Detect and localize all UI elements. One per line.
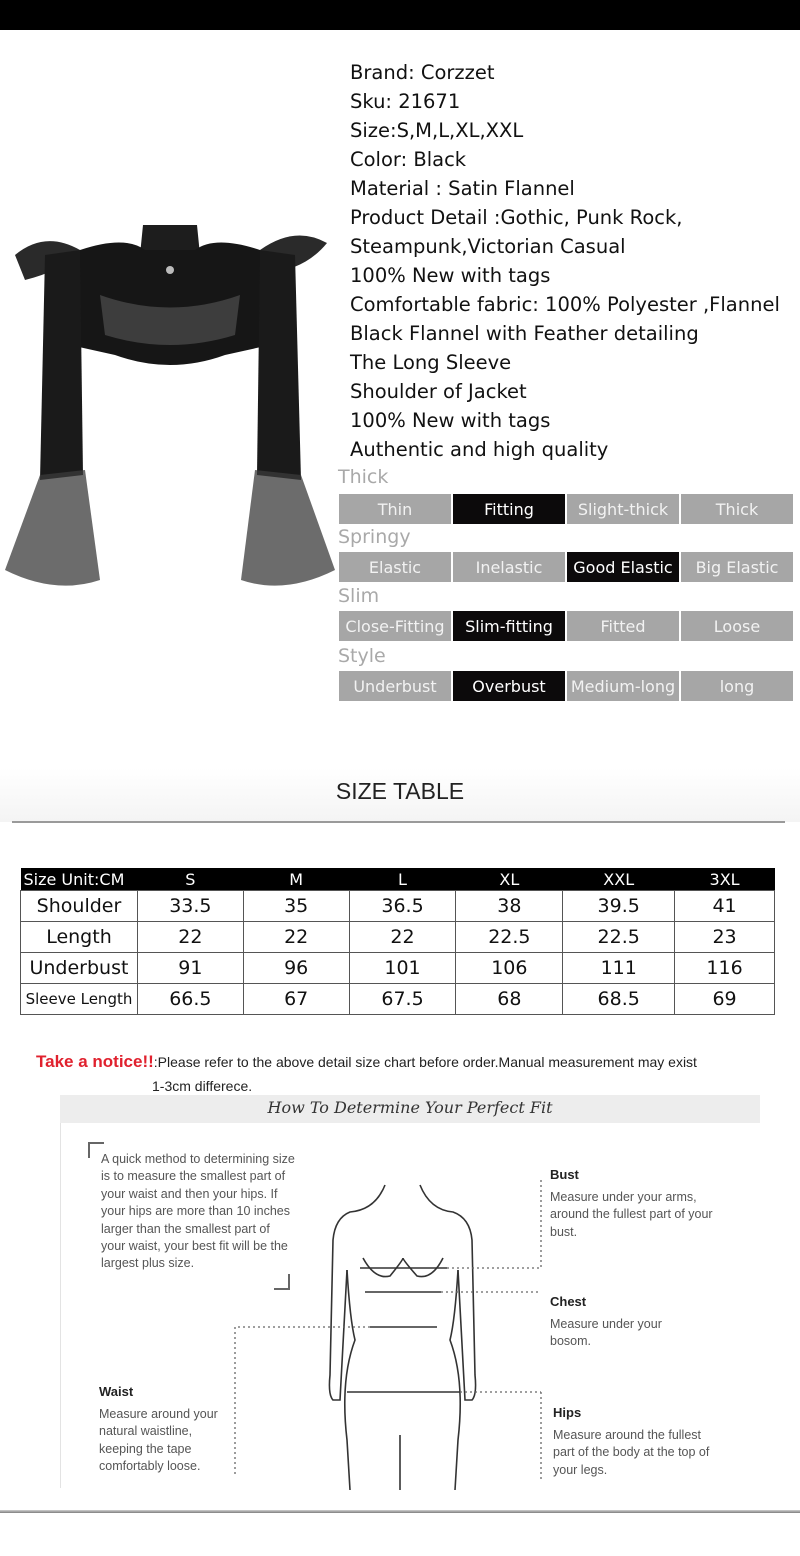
detail-sku: Sku: 21671 <box>350 90 461 113</box>
row-label: Underbust <box>21 953 138 984</box>
table-cell: 111 <box>563 953 675 984</box>
attr-title-style: Style <box>338 645 386 667</box>
waist-desc: Measure around your natural waistline, keeping the tape comfortably loose. <box>99 1407 218 1474</box>
bust-title: Bust <box>550 1167 579 1182</box>
bottom-divider <box>0 1510 800 1513</box>
table-row <box>21 984 775 1015</box>
hips-title: Hips <box>553 1405 582 1420</box>
chip-close-fitting[interactable]: Close-Fitting <box>339 611 451 641</box>
chip-medium-long[interactable]: Medium-long <box>567 671 679 701</box>
table-cell: 33.5 <box>137 891 243 922</box>
chip-slim-fitting[interactable]: Slim-fitting <box>453 611 565 641</box>
chip-underbust[interactable]: Underbust <box>339 671 451 701</box>
size-notice <box>36 1050 776 1098</box>
product-details <box>350 58 795 464</box>
table-cell: 22.5 <box>456 922 563 953</box>
table-cell: 67 <box>243 984 349 1015</box>
quick-tip: A quick method to determining size is to measure the smallest part of your waist and then your hips. If your hips are more than 10 inches larger than the smallest part of your waist, your best fit will be the largest plus size. <box>101 1152 295 1271</box>
notice-lead: Take a notice!! <box>36 1052 154 1071</box>
detail-feather: Black Flannel with Feather detailing <box>350 322 699 345</box>
table-cell: 116 <box>675 953 775 984</box>
header-size-unit: Size Unit:CM <box>21 868 138 891</box>
chip-inelastic[interactable]: Inelastic <box>453 552 565 582</box>
detail-material: Material : Satin Flannel <box>350 177 575 200</box>
header-xxl: XXL <box>563 868 675 891</box>
waist-title: Waist <box>99 1384 134 1399</box>
table-row <box>21 922 775 953</box>
header-3xl: 3XL <box>675 868 775 891</box>
fit-guide-title: How To Determine Your Perfect Fit <box>267 1098 553 1117</box>
table-cell: 68 <box>456 984 563 1015</box>
table-cell: 22 <box>137 922 243 953</box>
attr-title-slim: Slim <box>338 585 380 607</box>
chest-desc: Measure under your bosom. <box>550 1317 662 1349</box>
table-cell: 39.5 <box>563 891 675 922</box>
notice-text: :Please refer to the above detail size chart before order.Manual measurement may exist <box>153 1054 697 1070</box>
attr-title-springy: Springy <box>338 526 411 548</box>
attr-title-thick: Thick <box>338 466 389 488</box>
hips-desc: Measure around the fullest part of the body at the top of your legs. <box>553 1428 710 1477</box>
chip-thin[interactable]: Thin <box>339 494 451 524</box>
size-table <box>20 868 775 1015</box>
table-cell: 68.5 <box>563 984 675 1015</box>
body-silhouette <box>225 1180 565 1490</box>
table-cell: 22 <box>349 922 456 953</box>
row-label: Shoulder <box>21 891 138 922</box>
chip-slight-thick[interactable]: Slight-thick <box>567 494 679 524</box>
table-cell: 91 <box>137 953 243 984</box>
table-cell: 106 <box>456 953 563 984</box>
table-cell: 22 <box>243 922 349 953</box>
row-label: Sleeve Length <box>21 984 138 1015</box>
detail-product: Product Detail :Gothic, Punk Rock, <box>350 206 683 229</box>
header-xl: XL <box>456 868 563 891</box>
chip-thick[interactable]: Thick <box>681 494 793 524</box>
chip-good-elastic[interactable]: Good Elastic <box>567 552 679 582</box>
detail-new: 100% New with tags <box>350 264 551 287</box>
detail-fabric: Comfortable fabric: 100% Polyester ,Flannel <box>350 293 780 316</box>
size-table-title: SIZE TABLE <box>335 778 465 804</box>
table-cell: 38 <box>456 891 563 922</box>
detail-new-2: 100% New with tags <box>350 409 551 432</box>
header-m: M <box>243 868 349 891</box>
chip-big-elastic[interactable]: Big Elastic <box>681 552 793 582</box>
header-s: S <box>137 868 243 891</box>
detail-quality: Authentic and high quality <box>350 438 609 461</box>
detail-size: Size:S,M,L,XL,XXL <box>350 119 524 142</box>
chip-fitted[interactable]: Fitted <box>567 611 679 641</box>
table-cell: 67.5 <box>349 984 456 1015</box>
table-cell: 96 <box>243 953 349 984</box>
table-cell: 22.5 <box>563 922 675 953</box>
table-cell: 35 <box>243 891 349 922</box>
detail-brand: Brand: Corzzet <box>350 61 495 84</box>
chest-title: Chest <box>550 1294 587 1309</box>
notice-text-2: 1-3cm differece. <box>152 1078 253 1094</box>
divider <box>12 821 785 823</box>
detail-product-cont: Steampunk,Victorian Casual <box>350 235 626 258</box>
detail-color: Color: Black <box>350 148 467 171</box>
table-cell: 36.5 <box>349 891 456 922</box>
table-header-row <box>21 868 775 891</box>
header-l: L <box>349 868 456 891</box>
table-cell: 101 <box>349 953 456 984</box>
detail-sleeve: The Long Sleeve <box>350 351 512 374</box>
chip-overbust[interactable]: Overbust <box>453 671 565 701</box>
chip-long[interactable]: long <box>681 671 793 701</box>
table-cell: 69 <box>675 984 775 1015</box>
product-image <box>5 225 335 605</box>
table-row <box>21 953 775 984</box>
chip-loose[interactable]: Loose <box>681 611 793 641</box>
table-cell: 66.5 <box>137 984 243 1015</box>
chip-elastic[interactable]: Elastic <box>339 552 451 582</box>
table-row <box>21 891 775 922</box>
row-label: Length <box>21 922 138 953</box>
detail-shoulder: Shoulder of Jacket <box>350 380 527 403</box>
bust-desc: Measure under your arms, around the fullest part of your bust. <box>550 1190 713 1239</box>
top-banner <box>0 0 800 30</box>
table-cell: 41 <box>675 891 775 922</box>
table-cell: 23 <box>675 922 775 953</box>
chip-fitting[interactable]: Fitting <box>453 494 565 524</box>
